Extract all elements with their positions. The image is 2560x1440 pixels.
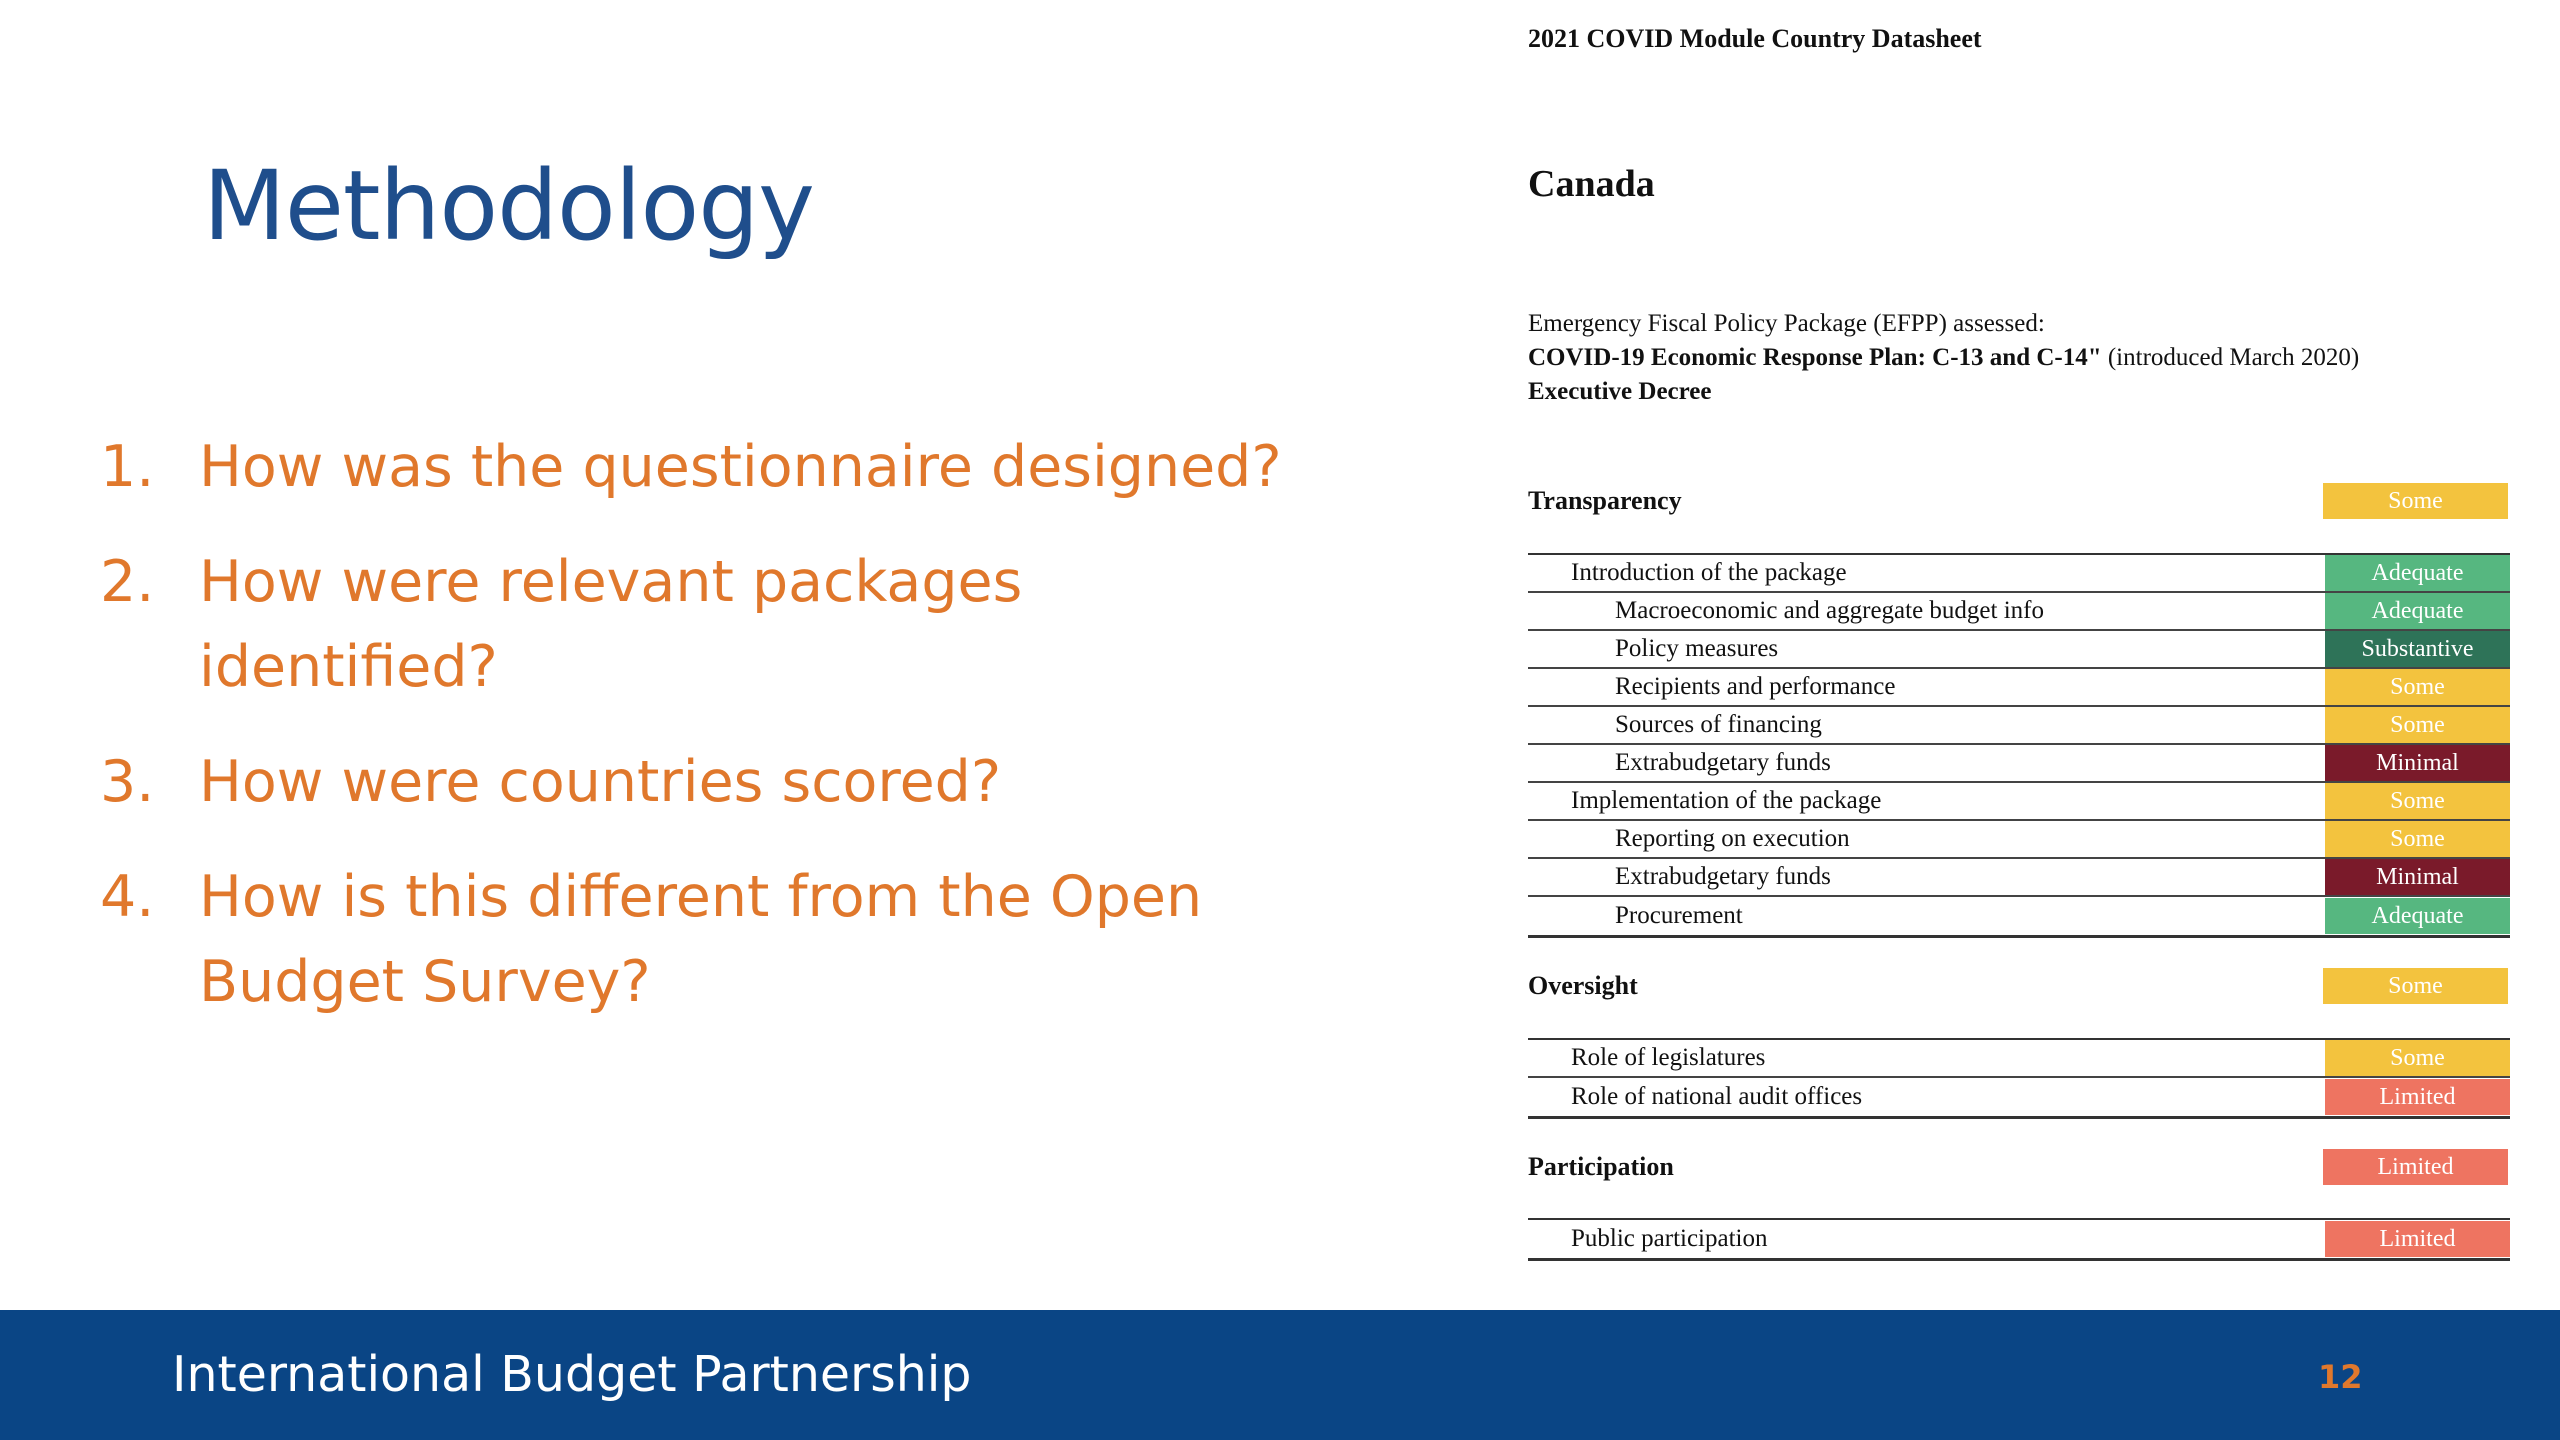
rating-badge: Some xyxy=(2325,1040,2510,1076)
row-label: Procurement xyxy=(1615,902,1743,929)
efpp-plan-name: COVID-19 Economic Response Plan: C-13 and C-14" xyxy=(1528,344,2102,371)
rating-badge: Some xyxy=(2325,821,2510,857)
efpp-plan xyxy=(1528,341,2513,375)
rating-badge: Some xyxy=(2325,707,2510,743)
country-datasheet xyxy=(1528,0,2513,1290)
question-item xyxy=(100,855,1360,1025)
table-row xyxy=(1528,859,2510,897)
row-label: Policy measures xyxy=(1615,635,1779,662)
table-row xyxy=(1528,593,2510,631)
section-label: Transparency xyxy=(1528,486,1682,515)
section-oversight xyxy=(1528,968,2508,1004)
question-number: 1. xyxy=(100,434,155,500)
rating-badge: Limited xyxy=(2325,1221,2510,1257)
row-label: Role of national audit offices xyxy=(1571,1083,1863,1110)
table-row xyxy=(1528,745,2510,783)
row-label: Macroeconomic and aggregate budget info xyxy=(1615,597,2044,624)
question-list xyxy=(100,425,1360,1055)
table-row xyxy=(1528,821,2510,859)
rating-badge: Some xyxy=(2325,783,2510,819)
transparency-table xyxy=(1528,553,2510,938)
section-transparency xyxy=(1528,483,2508,519)
rating-badge: Adequate xyxy=(2325,898,2510,934)
row-label: Recipients and performance xyxy=(1615,673,1896,700)
table-row xyxy=(1528,1078,2510,1116)
datasheet-header: 2021 COVID Module Country Datasheet xyxy=(1528,24,1982,53)
rating-badge: Adequate xyxy=(2325,593,2510,629)
footer-org-name: International Budget Partnership xyxy=(172,1346,972,1403)
row-label: Sources of financing xyxy=(1615,711,1822,738)
table-row xyxy=(1528,555,2510,593)
row-label: Implementation of the package xyxy=(1571,787,1882,814)
participation-table xyxy=(1528,1218,2510,1261)
row-label: Role of legislatures xyxy=(1571,1044,1766,1071)
row-label: Extrabudgetary funds xyxy=(1615,749,1831,776)
row-label: Extrabudgetary funds xyxy=(1615,863,1831,890)
rating-badge: Minimal xyxy=(2325,859,2510,895)
rating-badge: Some xyxy=(2323,483,2508,519)
rating-badge: Adequate xyxy=(2325,555,2510,591)
table-row xyxy=(1528,783,2510,821)
section-label: Oversight xyxy=(1528,971,1638,1000)
rating-badge: Limited xyxy=(2325,1079,2510,1115)
efpp-label: Emergency Fiscal Policy Package (EFPP) assessed: xyxy=(1528,310,2045,337)
rating-badge: Some xyxy=(2323,968,2508,1004)
table-row xyxy=(1528,1040,2510,1078)
section-participation xyxy=(1528,1149,2508,1185)
rating-badge: Substantive xyxy=(2325,631,2510,667)
question-number: 3. xyxy=(100,749,155,815)
table-row xyxy=(1528,1220,2510,1258)
row-label: Introduction of the package xyxy=(1571,559,1847,586)
slide-title: Methodology xyxy=(203,150,814,262)
table-row xyxy=(1528,669,2510,707)
question-text: How is this different from the Open Budget Survey? xyxy=(199,864,1203,1015)
efpp-description xyxy=(1528,307,2513,409)
table-row xyxy=(1528,897,2510,935)
question-item xyxy=(100,740,1360,825)
rating-badge: Minimal xyxy=(2325,745,2510,781)
rating-badge: Limited xyxy=(2323,1149,2508,1185)
oversight-table xyxy=(1528,1038,2510,1119)
question-item xyxy=(100,425,1360,510)
section-label: Participation xyxy=(1528,1152,1674,1181)
page-number: 12 xyxy=(2318,1358,2363,1396)
row-label: Reporting on execution xyxy=(1615,825,1850,852)
efpp-plan-note: (introduced March 2020) xyxy=(2107,344,2360,371)
footer-bar xyxy=(0,1310,2560,1440)
question-text: How were relevant packages identified? xyxy=(199,549,1023,700)
rating-badge: Some xyxy=(2325,669,2510,705)
question-number: 4. xyxy=(100,864,155,930)
row-label: Public participation xyxy=(1571,1225,1768,1252)
question-number: 2. xyxy=(100,549,155,615)
question-item xyxy=(100,540,1360,710)
table-row xyxy=(1528,707,2510,745)
question-text: How were countries scored? xyxy=(199,749,1002,815)
table-row xyxy=(1528,631,2510,669)
efpp-decree: Executive Decree xyxy=(1528,378,1712,405)
question-text: How was the questionnaire designed? xyxy=(199,434,1282,500)
datasheet-country: Canada xyxy=(1528,163,1655,205)
